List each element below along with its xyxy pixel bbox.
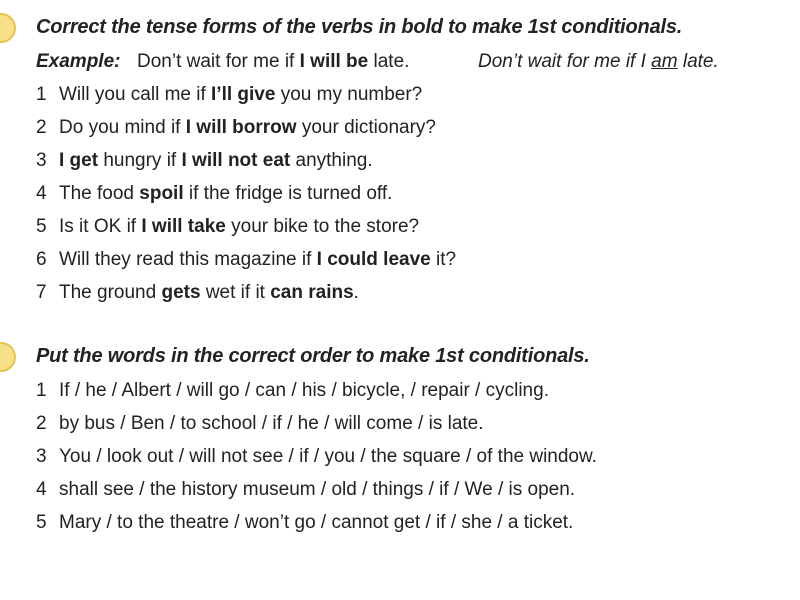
item-scrambled-words: shall see / the history museum / old / things / if / We / is open.	[59, 479, 576, 500]
exercise-item	[0, 244, 800, 277]
exercise-item	[0, 277, 800, 310]
exercise-item	[0, 211, 800, 244]
item-bold-verb: I will take	[141, 216, 226, 237]
example-row	[0, 46, 800, 79]
item-number: 3	[36, 446, 47, 467]
item-bold-verb: spoil	[139, 183, 184, 204]
item-scrambled-words: Mary / to the theatre / won’t go / cannot get / if / she / a ticket.	[59, 512, 574, 533]
item-bold-verb: can rains	[270, 282, 354, 303]
item-number: 1	[36, 84, 47, 105]
exercise-item	[0, 79, 800, 112]
item-text-part: Is it OK if	[59, 216, 142, 237]
item-number: 4	[36, 183, 47, 204]
item-text-part: Will they read this magazine if	[59, 249, 317, 270]
example-answer-underlined: am	[651, 51, 678, 72]
item-text-part: Will you call me if	[59, 84, 212, 105]
exercise-item	[0, 112, 800, 145]
exercise-item	[0, 178, 800, 211]
exercise-item	[0, 474, 800, 507]
item-text-part: if the fridge is turned off.	[183, 183, 393, 204]
item-sentence	[59, 84, 422, 106]
item-scrambled-words: You / look out / will not see / if / you / the square / of the window.	[59, 446, 597, 467]
item-number: 5	[36, 512, 47, 533]
item-scrambled-words: by bus / Ben / to school / if / he / will come / is late.	[59, 413, 484, 434]
item-text-part: hungry if	[98, 150, 182, 171]
exercise-item	[0, 145, 800, 178]
item-number: 6	[36, 249, 47, 270]
item-number: 2	[36, 117, 47, 138]
item-text-part: wet if it	[200, 282, 271, 303]
example-sentence	[137, 51, 409, 73]
exercise-item	[0, 375, 800, 408]
item-scrambled-words: If / he / Albert / will go / can / his / bicycle, / repair / cycling.	[59, 380, 549, 401]
item-bold-verb: I will borrow	[185, 117, 297, 138]
item-text-part: you my number?	[275, 84, 423, 105]
item-sentence	[59, 150, 373, 172]
item-text-part: anything.	[290, 150, 373, 171]
exercise-4-header	[0, 12, 800, 46]
example-label: Example:	[36, 51, 121, 72]
exercise-5-header	[0, 341, 800, 375]
item-number: 1	[36, 380, 47, 401]
item-text-part: it?	[430, 249, 457, 270]
item-number: 7	[36, 282, 47, 303]
exercise-number-badge	[0, 342, 16, 372]
item-sentence	[59, 183, 392, 205]
item-text-part: .	[353, 282, 359, 303]
item-text-part: your bike to the store?	[225, 216, 420, 237]
exercise-item	[0, 507, 800, 540]
exercise-item	[0, 408, 800, 441]
exercise-4	[0, 12, 800, 310]
item-number: 2	[36, 413, 47, 434]
item-text-part: Do you mind if	[59, 117, 186, 138]
item-bold-verb: gets	[161, 282, 201, 303]
item-sentence	[59, 282, 359, 304]
example-answer-part: late.	[677, 51, 719, 72]
exercise-5	[0, 341, 800, 540]
item-number: 5	[36, 216, 47, 237]
item-text-part: The food	[59, 183, 140, 204]
item-bold-verb: I could leave	[316, 249, 431, 270]
example-bold-verb: I will be	[299, 51, 369, 72]
example-text-part: Don’t wait for me if	[137, 51, 300, 72]
item-sentence	[59, 117, 436, 139]
item-bold-verb: I will not eat	[181, 150, 291, 171]
exercise-instruction: Correct the tense forms of the verbs in bold to make 1st conditionals.	[36, 16, 683, 38]
item-bold-verb: I’ll give	[211, 84, 276, 105]
exercise-item	[0, 441, 800, 474]
exercise-instruction: Put the words in the correct order to make 1st conditionals.	[36, 345, 590, 367]
example-answer-part: Don’t wait for me if I	[478, 51, 652, 72]
example-answer	[478, 51, 719, 73]
item-bold-verb: I get	[59, 150, 99, 171]
item-text-part: your dictionary?	[296, 117, 436, 138]
item-number: 3	[36, 150, 47, 171]
item-sentence	[59, 216, 419, 238]
item-number: 4	[36, 479, 47, 500]
exercise-number-badge	[0, 13, 16, 43]
example-text-part: late.	[368, 51, 410, 72]
item-text-part: The ground	[59, 282, 162, 303]
item-sentence	[59, 249, 456, 271]
